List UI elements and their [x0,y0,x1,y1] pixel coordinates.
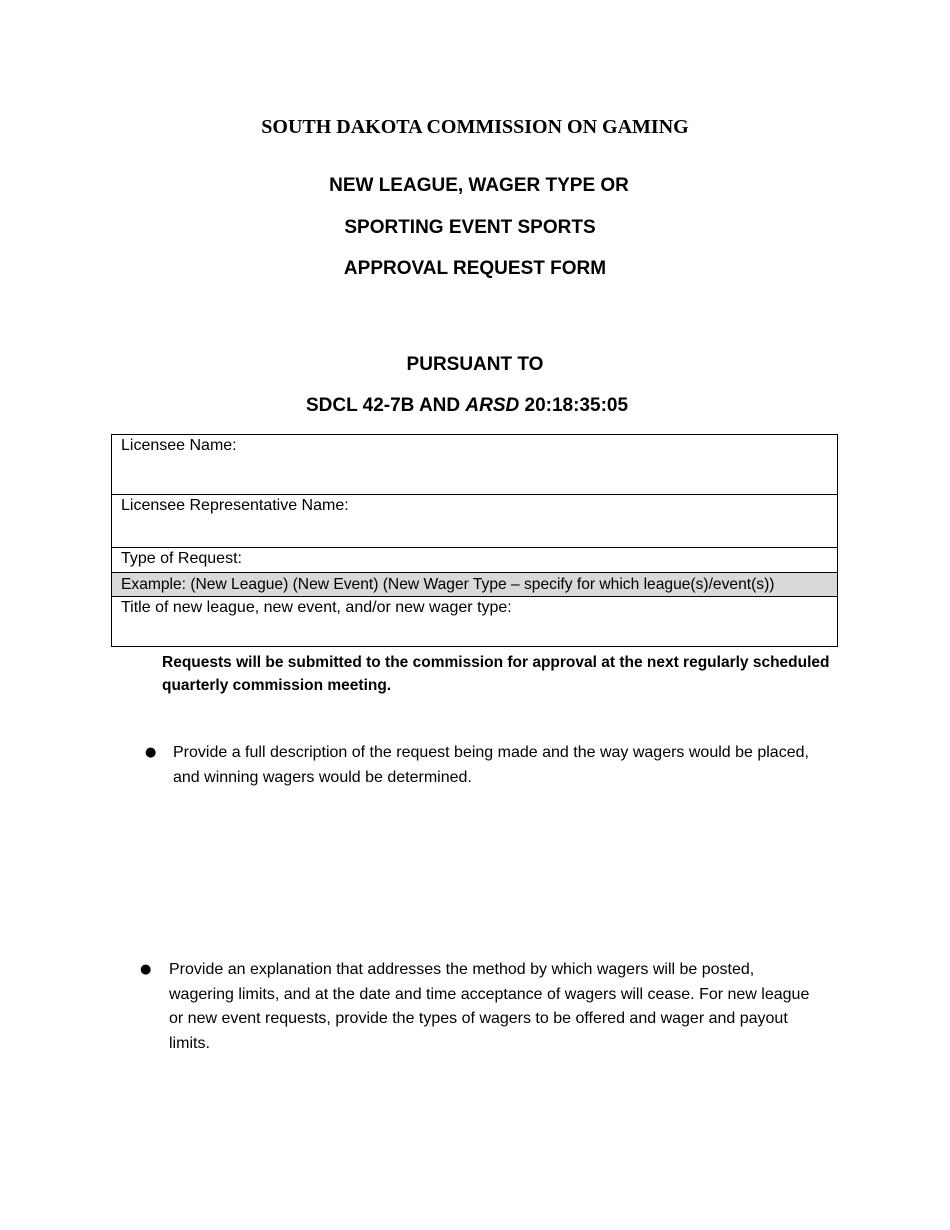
request-type-example [112,573,838,597]
licensee-name-field[interactable] [112,435,838,495]
bullet-icon: ● [145,745,157,760]
statute-reference [0,395,950,417]
form-title-line-2: SPORTING EVENT SPORTS [344,217,596,238]
statute-suffix: 20:18:35:05 [519,395,629,416]
licensee-rep-field[interactable] [112,495,838,548]
form-title-line-3: APPROVAL REQUEST FORM [343,258,607,279]
request-type-label: Type of Request: [121,550,242,567]
request-type-example-text: Example: (New League) (New Event) (New Wager Type – specify for which league(s)/event(s)) [121,576,775,593]
licensee-name-label: Licensee Name: [121,437,237,454]
pursuant-heading: PURSUANT TO [406,354,544,375]
request-type-field[interactable] [112,548,838,573]
organization-title: SOUTH DAKOTA COMMISSION ON GAMING [261,116,689,138]
title-field[interactable] [112,597,838,647]
instruction-explanation: Provide an explanation that addresses the method by which wagers will be posted, wagering limits, and at the date and time acceptance of wagers will cease. For new league or new event requests, provide the types of wagers to be offered and wager and payout limits. [169,961,810,1052]
title-label: Title of new league, new event, and/or new wager type: [121,599,512,616]
bullet-icon: ● [140,962,152,977]
statute-prefix: SDCL 42-7B AND [305,395,466,416]
request-form-table [111,434,838,647]
licensee-rep-label: Licensee Representative Name: [121,497,349,514]
statute-italic: ARSD [465,395,520,416]
instruction-description: Provide a full description of the request being made and the way wagers would be placed, and winning wagers would be determined. [173,744,809,786]
form-title-line-1: NEW LEAGUE, WAGER TYPE OR [329,175,629,196]
submission-notice: Requests will be submitted to the commission for approval at the next regularly scheduled quarterly commission meeting. [162,654,830,694]
